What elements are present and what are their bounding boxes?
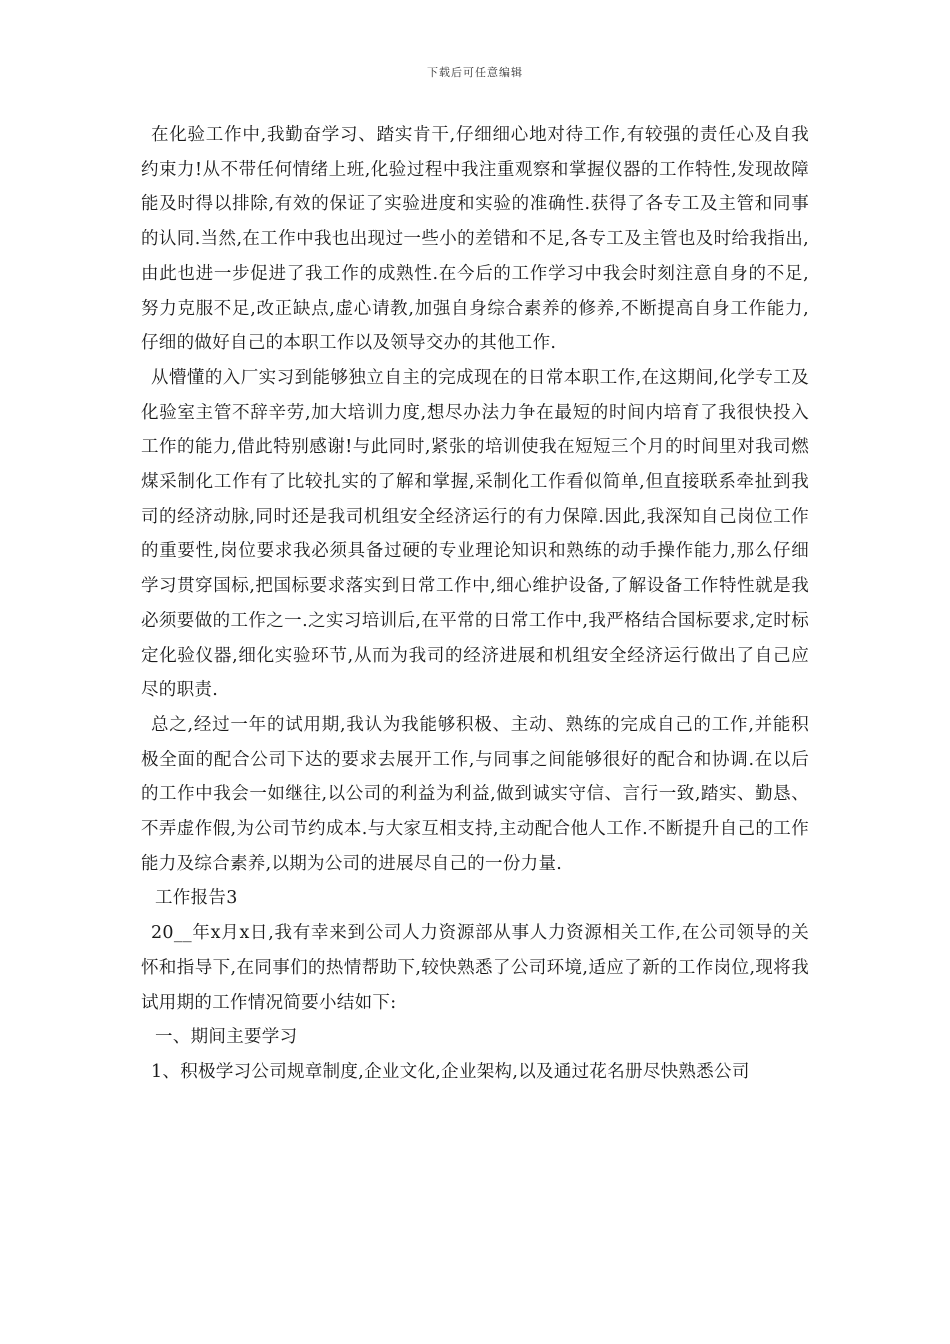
paragraph-summary: 总之,经过一年的试用期,我认为我能够积极、主动、熟练的完成自己的工作,并能积极全面的配合公司下达的要求去展开工作,与同事之间能够很好的配合和协调.在以后的工作中我会一如继往,以公司的利益为利益,做到诚实守信、言行一致,踏实、勤恳、不弄虚作假,为公司节约成本.与大家互相支持,主动配合他人工作.不断提升自己的工作能力及综合素养,以期为公司的进展尽自己的一份力量. (141, 714, 809, 874)
subsection-title-study: 一、期间主要学习 (155, 1027, 298, 1048)
paragraph-lab-work: 在化验工作中,我勤奋学习、踏实肯干,仔细细心地对待工作,有较强的责任心及自我约束力!从不带任何情绪上班,化验过程中我注重观察和掌握仪器的工作特性,发现故障能及时得以排除,有效的保证了实验进度和实验的准确性.获得了各专工及主管和同事的认同.当然,在工作中我也出现过一些小的差错和不足,各专工及主管也及时给我指出,由此也进一步促进了我工作的成熟性.在今后的工作学习中我会时刻注意自身的不足,努力克服不足,改正缺点,虚心请教,加强自身综合素养的修养,不断提高自身工作能力,仔细的做好自己的本职工作以及领导交办的其他工作. (141, 125, 809, 354)
page-header-note: 下载后可任意编辑 (427, 66, 523, 79)
document-body (141, 118, 809, 1090)
list-item-1: 1、积极学习公司规章制度,企业文化,企业架构,以及通过花名册尽快熟悉公司 (151, 1061, 750, 1082)
section-title-report-3: 工作报告3 (155, 888, 238, 909)
paragraph-training: 从懵懂的入厂实习到能够独立自主的完成现在的日常本职工作,在这期间,化学专工及化验室主管不辞辛劳,加大培训力度,想尽办法力争在最短的时间内培育了我很快投入工作的能力,借此特别感谢!与此同时,紧张的培训使我在短短三个月的时间里对我司燃煤采制化工作有了比较扎实的了解和掌握,采制化工作看似简单,但直接联系牵扯到我司的经济动脉,同时还是我司机组安全经济运行的有力保障.因此,我深知自己岗位工作的重要性,岗位要求我必须具备过硬的专业理论知识和熟练的动手操作能力,那么仔细学习贯穿国标,把国标要求落实到日常工作中,细心维护设备,了解设备工作特性就是我必须要做的工作之一.之实习培训后,在平常的日常工作中,我严格结合国标要求,定时标定化验仪器,细化实验环节,从而为我司的经济进展和机组安全经济运行做出了自己应尽的职责. (141, 367, 809, 701)
paragraph-hr-intro: 20__年x月x日,我有幸来到公司人力资源部从事人力资源相关工作,在公司领导的关怀和指导下,在同事们的热情帮助下,较快熟悉了公司环境,适应了新的工作岗位,现将我试用期的工作情况简要小结如下: (141, 923, 809, 1013)
